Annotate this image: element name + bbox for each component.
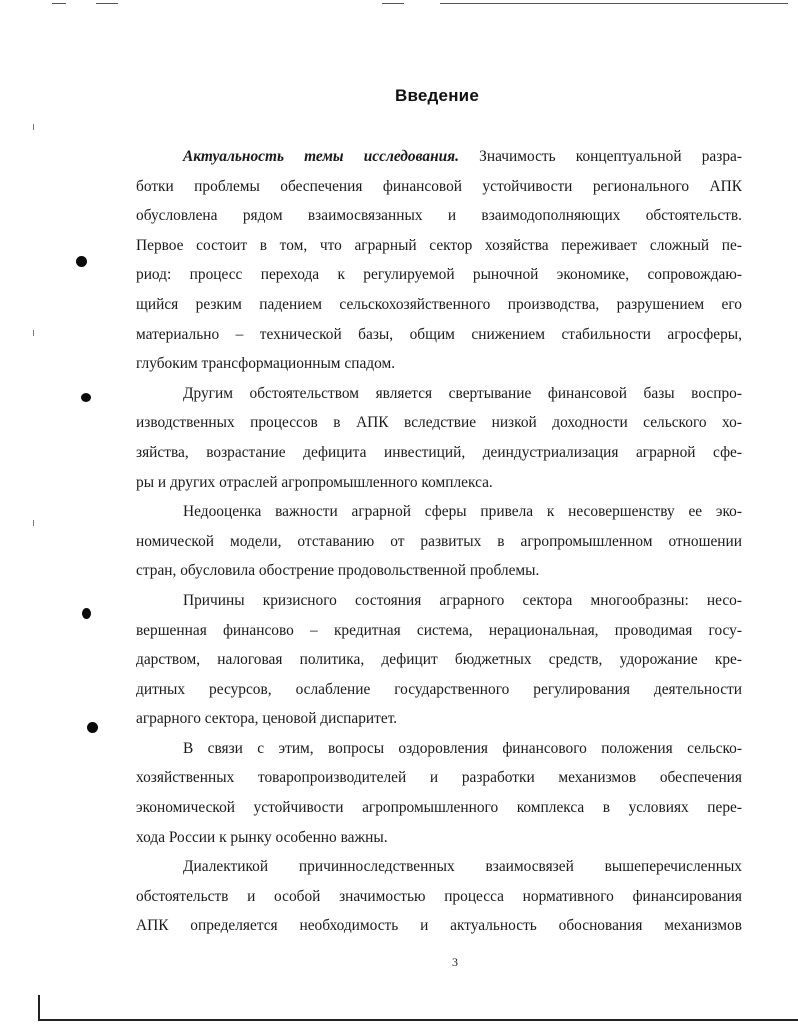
paragraph-lead: Актуальность темы исследования.	[183, 148, 459, 165]
body-text	[136, 142, 742, 941]
text-line: обстоятельств и особой значимостью процесса нормативного финансирования	[136, 887, 742, 905]
scan-left-frame	[38, 995, 40, 1021]
text-line: хозяйственных товаропроизводителей и разработки механизмов обеспечения	[136, 769, 742, 787]
scan-tick	[33, 124, 34, 130]
scan-tick	[33, 330, 34, 336]
text-line: изводственных процессов в АПК вследствие низкой доходности сельского хо-	[136, 414, 742, 432]
punch-hole-mark	[87, 722, 98, 733]
punch-hole-mark	[82, 608, 91, 619]
text-line: номической модели, отставанию от развитых в агропромышленном отношении	[136, 532, 742, 550]
scan-tick	[33, 520, 34, 526]
text-line: дарством, налоговая политика, дефицит бюджетных средств, удорожание кре-	[136, 651, 742, 669]
text-line: зяйства, возрастание дефицита инвестиций, деиндустриализация аграрной сфе-	[136, 443, 742, 461]
text-line: Первое состоит в том, что аграрный сектор хозяйства переживает сложный пе-	[136, 236, 742, 254]
text-line: Диалектикой причинноследственных взаимосвязей вышеперечисленных	[183, 858, 742, 876]
scan-top-rule-center	[382, 3, 404, 4]
text-line: аграрного сектора, ценовой диспаритет.	[136, 710, 398, 728]
text-line: дитных ресурсов, ослабление государственного регулирования деятельности	[136, 680, 742, 698]
scan-bottom-frame	[38, 1019, 798, 1021]
text-line: ры и других отраслей агропромышленного комплекса.	[136, 473, 493, 491]
punch-hole-mark	[81, 393, 91, 402]
text-line: вершенная финансово – кредитная система, нерациональная, проводимая госу-	[136, 621, 742, 639]
scan-top-rule-left	[52, 3, 66, 4]
text-line: Актуальность темы исследования. Значимость концептуальной разра-	[183, 148, 742, 165]
text-line: В связи с этим, вопросы оздоровления финансового положения сельско-	[183, 739, 742, 757]
text-line: щийся резким падением сельскохозяйственного производства, разрушением его	[136, 295, 742, 313]
text-line: обусловлена рядом взаимосвязанных и взаимодополняющих обстоятельств.	[136, 207, 742, 225]
scan-top-rule-mid	[96, 3, 118, 4]
scan-top-rule-right	[440, 3, 788, 4]
page-number: 3	[452, 955, 458, 969]
text-line: риод: процесс перехода к регулируемой рыночной экономике, сопровождаю-	[136, 266, 742, 284]
text-line: АПК определяется необходимость и актуальность обоснования механизмов	[136, 917, 742, 935]
text-line: экономической устойчивости агропромышленного комплекса в условиях пере-	[136, 799, 742, 817]
text-line: Недооценка важности аграрной сферы привела к несовершенству ее эко-	[183, 503, 742, 521]
page-title: Введение	[395, 86, 479, 105]
punch-hole-mark	[76, 256, 87, 267]
text-line: хода России к рынку особенно важны.	[136, 828, 388, 846]
text-line: глубоким трансформационным спадом.	[136, 355, 396, 373]
text-line: ботки проблемы обеспечения финансовой устойчивости регионального АПК	[136, 177, 742, 195]
text-line: Причины кризисного состояния аграрного сектора многообразны: несо-	[183, 591, 742, 609]
text-line: стран, обусловила обострение продовольственной проблемы.	[136, 562, 540, 580]
text-line: Другим обстоятельством является свертывание финансовой базы воспро-	[183, 384, 742, 402]
text-line: материально – технической базы, общим снижением стабильности агросферы,	[136, 325, 742, 343]
